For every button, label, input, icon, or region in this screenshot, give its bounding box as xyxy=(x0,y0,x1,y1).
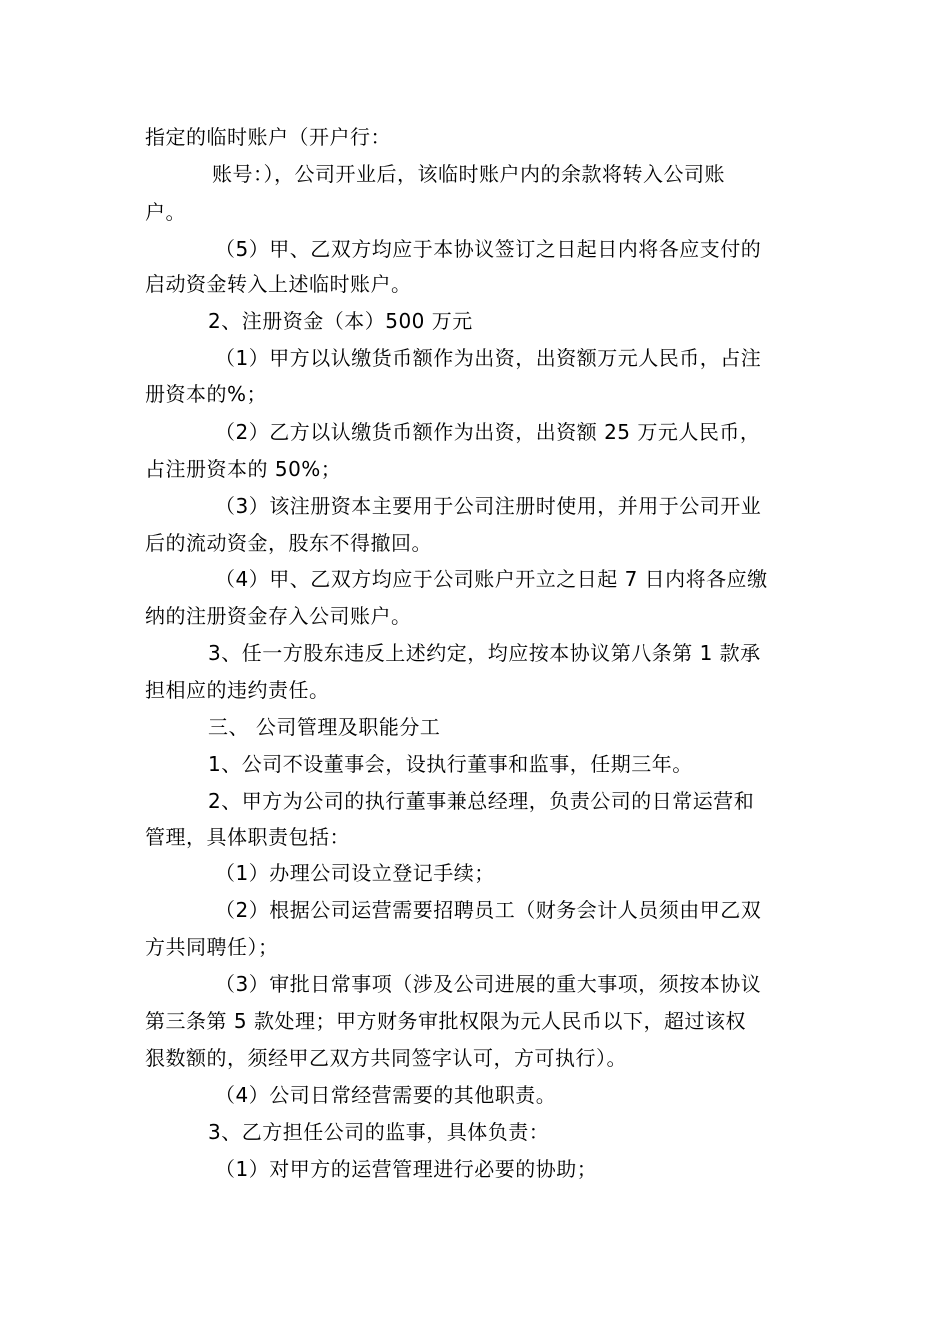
text-line: 启动资金转入上述临时账户。 xyxy=(145,272,412,296)
text-line: （2）乙方以认缴货币额作为出资，出资额 25 万元人民币， xyxy=(215,420,761,444)
text-line: 管理，具体职责包括： xyxy=(145,825,350,849)
text-line: 1、公司不设董事会，设执行董事和监事，任期三年。 xyxy=(208,752,693,776)
text-line: 2、注册资金（本）500 万元 xyxy=(208,309,473,333)
text-line: 第三条第 5 款处理；甲方财务审批权限为元人民币以下，超过该权 xyxy=(145,1009,746,1033)
text-line: 占注册资本的 50%； xyxy=(145,457,342,481)
text-line: （1）对甲方的运营管理进行必要的协助； xyxy=(215,1157,598,1181)
text-line: 3、乙方担任公司的监事，具体负责： xyxy=(208,1120,550,1144)
text-line: （5）甲、乙双方均应于本协议签订之日起日内将各应支付的 xyxy=(215,237,762,261)
text-line: 3、任一方股东违反上述约定，均应按本协议第八条第 1 款承 xyxy=(208,641,761,665)
text-line: （3）该注册资本主要用于公司注册时使用，并用于公司开业 xyxy=(215,494,762,518)
text-line: （4）甲、乙双方均应于公司账户开立之日起 7 日内将各应缴 xyxy=(215,567,768,591)
text-line: （1）甲方以认缴货币额作为出资，出资额万元人民币，占注 xyxy=(215,346,762,370)
text-line: 纳的注册资金存入公司账户。 xyxy=(145,604,412,628)
text-line: （2）根据公司运营需要招聘员工（财务会计人员须由甲乙双 xyxy=(215,898,762,922)
text-line: 担相应的违约责任。 xyxy=(145,678,330,702)
text-line: （4）公司日常经营需要的其他职责。 xyxy=(215,1083,557,1107)
text-line: 册资本的%； xyxy=(145,382,268,406)
text-line: （1）办理公司设立登记手续； xyxy=(215,861,495,885)
text-line: 2、甲方为公司的执行董事兼总经理，负责公司的日常运营和 xyxy=(208,789,755,813)
text-line: 户。 xyxy=(145,200,186,224)
text-line: 方共同聘任）； xyxy=(145,935,279,959)
text-line: 狠数额的，须经甲乙双方共同签字认可，方可执行）。 xyxy=(145,1046,627,1070)
text-line: 指定的临时账户（开户行： xyxy=(145,125,391,149)
text-line: （3）审批日常事项（涉及公司进展的重大事项，须按本协议 xyxy=(215,972,762,996)
section-heading: 三、 公司管理及职能分工 xyxy=(208,715,441,739)
text-line: 账号：），公司开业后，该临时账户内的余款将转入公司账 xyxy=(212,162,725,186)
text-line: 后的流动资金，股东不得撤回。 xyxy=(145,531,432,555)
